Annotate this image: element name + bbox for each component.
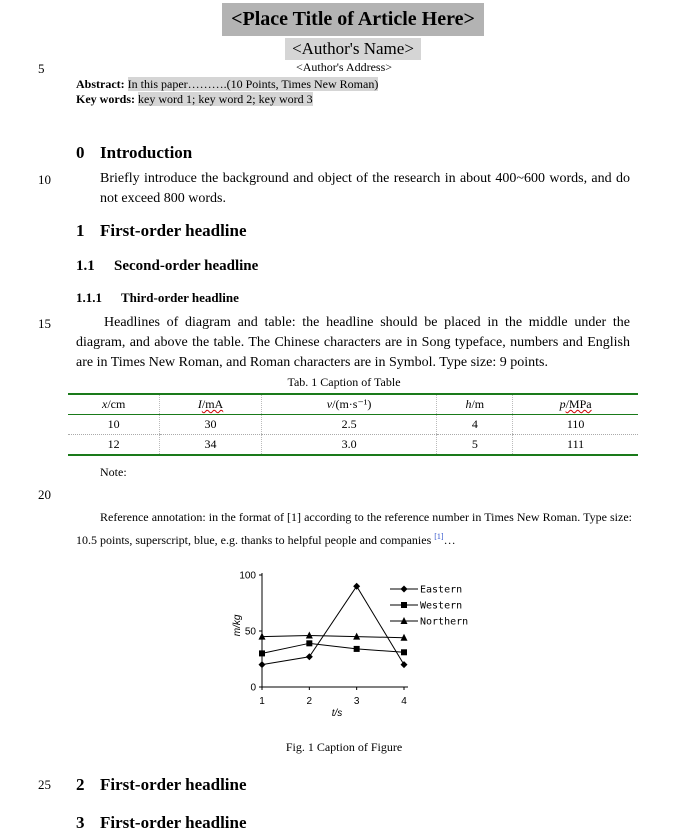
data-point-western xyxy=(259,650,265,656)
heading-number: 2 xyxy=(76,775,85,794)
data-point-western xyxy=(306,640,312,646)
data-point-eastern xyxy=(306,653,313,660)
table-header-row xyxy=(68,394,638,415)
reference-text: Reference annotation: in the format of [1] according to the reference number in Times New Roman. Type size: 10.5 points, superscript, blue, e.g. thanks to helpful people and companies xyxy=(76,510,632,547)
heading-number: 3 xyxy=(76,813,85,832)
series-line-western xyxy=(262,643,404,653)
table-cell: 10 xyxy=(68,415,160,435)
table-caption: Tab. 1 Caption of Table xyxy=(287,375,401,389)
line-number-15: 15 xyxy=(38,316,51,331)
legend-label-northern: Northern xyxy=(420,616,469,628)
headlines-paragraph: Headlines of diagram and table: the headline should be placed in the middle under the diagram, and above the table. The Chinese characters are in Song typeface, numbers and English are in Times New Roman, and Roman characters are in Symbol. Type size: 9 points. xyxy=(76,315,630,370)
data-table xyxy=(68,393,638,456)
keywords-text[interactable]: key word 1; key word 2; key word 3 xyxy=(138,92,313,106)
line-number-25: 25 xyxy=(38,777,51,792)
heading-text: First-order headline xyxy=(100,775,247,794)
abstract-label: Abstract: xyxy=(76,77,125,91)
keywords xyxy=(76,92,313,107)
heading-text: Third-order headline xyxy=(121,290,239,305)
table-cell: 34 xyxy=(160,435,261,456)
series-line-eastern xyxy=(262,586,404,664)
data-point-northern xyxy=(306,631,313,638)
heading-number: 0 xyxy=(76,143,85,162)
legend-marker-eastern xyxy=(401,586,408,593)
heading-third-order xyxy=(76,290,239,306)
y-axis-label: m/kg xyxy=(232,614,243,637)
table-cell: 111 xyxy=(513,435,638,456)
table-note: Note: xyxy=(100,465,127,479)
table-cell: 110 xyxy=(513,415,638,435)
table-header-cell: x/cm xyxy=(68,394,160,415)
figure-caption: Fig. 1 Caption of Figure xyxy=(285,740,403,754)
table-header-cell: I/mA xyxy=(160,394,261,415)
legend-label-eastern: Eastern xyxy=(420,584,463,596)
table-cell: 3.0 xyxy=(261,435,437,456)
x-tick-label: 4 xyxy=(401,696,407,707)
reference-superscript[interactable]: [1] xyxy=(434,532,444,541)
x-tick-label: 1 xyxy=(259,696,265,707)
data-point-eastern xyxy=(259,661,266,668)
reference-paragraph xyxy=(76,508,632,550)
table-cell: 5 xyxy=(437,435,513,456)
x-tick-label: 3 xyxy=(353,696,360,707)
heading-text: First-order headline xyxy=(100,813,247,832)
heading-second-order xyxy=(76,258,258,275)
data-point-eastern xyxy=(353,583,360,590)
table-row xyxy=(68,415,638,435)
table-header-cell: h/m xyxy=(437,394,513,415)
table-cell: 2.5 xyxy=(261,415,437,435)
table-row xyxy=(68,435,638,456)
keywords-label: Key words: xyxy=(76,92,135,106)
heading-first-order xyxy=(76,221,247,241)
table-cell: 30 xyxy=(160,415,261,435)
heading-first-order-2 xyxy=(76,775,247,795)
abstract xyxy=(76,77,378,92)
abstract-text[interactable]: In this paper……….(10 Points, Times New Roman) xyxy=(127,77,379,91)
y-tick-label: 50 xyxy=(244,626,256,638)
line-chart xyxy=(0,560,688,730)
heading-first-order-3 xyxy=(76,813,247,833)
x-axis-label: t/s xyxy=(331,708,343,719)
chart-legend xyxy=(390,585,468,628)
y-tick-label: 0 xyxy=(250,682,256,694)
heading-number: 1 xyxy=(76,221,85,240)
heading-number: 1.1 xyxy=(76,258,95,274)
introduction-paragraph: Briefly introduce the background and object of the research in about 400~600 words, and do not exceed 800 words. xyxy=(100,171,630,206)
data-point-western xyxy=(401,649,407,655)
y-tick-label: 100 xyxy=(239,570,256,582)
legend-marker-western xyxy=(401,602,407,608)
data-point-eastern xyxy=(401,661,408,668)
heading-number: 1.1.1 xyxy=(76,290,102,305)
table-header-cell: p/MPa xyxy=(513,394,638,415)
x-tick-label: 2 xyxy=(306,696,313,707)
line-number-10: 10 xyxy=(38,172,51,187)
data-point-western xyxy=(354,646,360,652)
line-number-20: 20 xyxy=(38,487,51,502)
series-line-northern xyxy=(262,635,404,637)
table-header-cell: v/(m·s⁻¹) xyxy=(261,394,437,415)
table-cell: 12 xyxy=(68,435,160,456)
table-cell: 4 xyxy=(437,415,513,435)
author-address: <Author's Address> xyxy=(295,60,393,74)
reference-tail: … xyxy=(443,533,456,547)
author-name[interactable]: <Author's Name> xyxy=(285,38,421,60)
line-number-5: 5 xyxy=(38,61,45,76)
legend-label-western: Western xyxy=(420,600,463,612)
chart-series xyxy=(259,583,408,668)
heading-text: First-order headline xyxy=(100,221,247,240)
heading-text: Second-order headline xyxy=(114,258,259,274)
heading-text: Introduction xyxy=(100,143,193,162)
article-title[interactable]: <Place Title of Article Here> xyxy=(222,3,484,36)
heading-introduction xyxy=(76,143,192,163)
